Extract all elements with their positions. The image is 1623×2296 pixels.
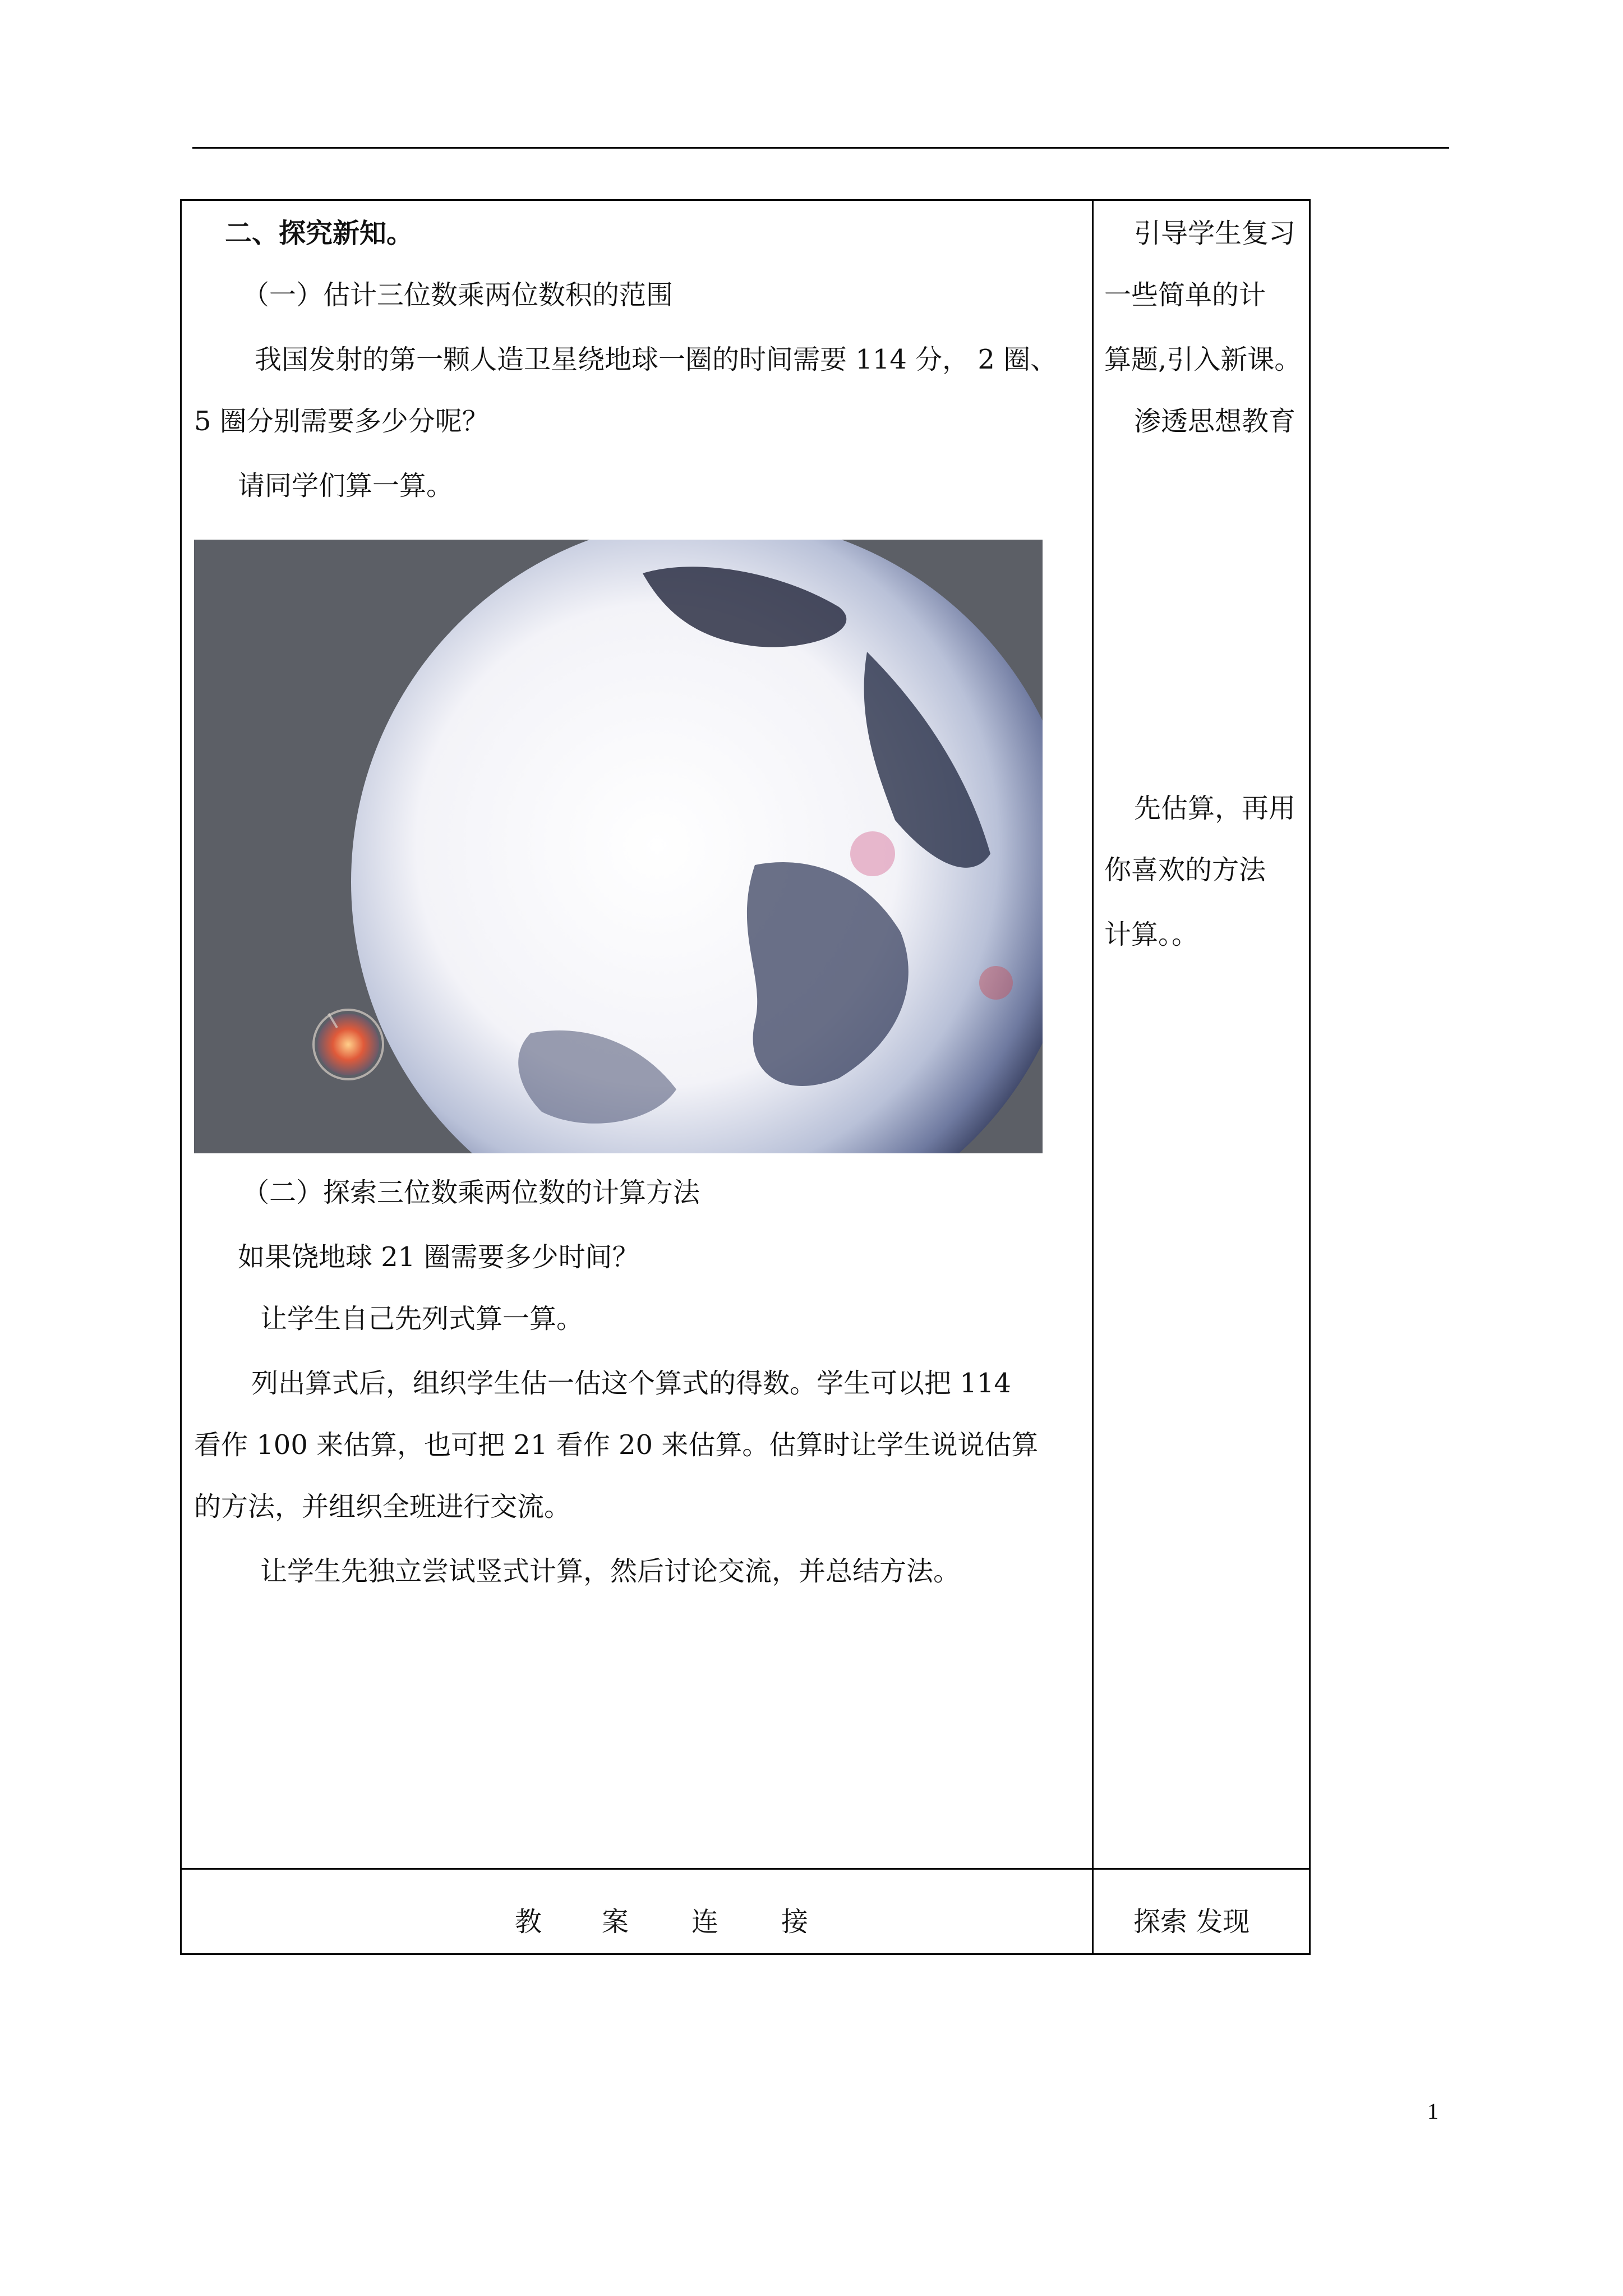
earth-satellite-image xyxy=(194,540,1043,1153)
paragraph-4: 让学生自己先列式算一算。 xyxy=(260,1303,584,1335)
paragraph-5-line-3: 的方法，并组织全班进行交流。 xyxy=(194,1491,571,1522)
header-rule xyxy=(192,147,1449,149)
footer-right-label: 探索 发现 xyxy=(1133,1906,1250,1938)
paragraph-2: 请同学们算一算。 xyxy=(238,470,454,501)
paragraph-3: 如果饶地球 21 圈需要多少时间？ xyxy=(238,1241,639,1273)
side-note-1-line-4: 渗透思想教育 xyxy=(1134,406,1296,437)
paragraph-6: 让学生先独立尝试竖式计算，然后讨论交流，并总结方法。 xyxy=(260,1556,961,1587)
side-note-2-line-2: 你喜欢的方法 xyxy=(1104,854,1266,886)
paragraph-5-line-1: 列出算式后，组织学生估一估这个算式的得数。学生可以把 114 xyxy=(251,1368,1011,1399)
side-note-1-line-1: 引导学生复习 xyxy=(1134,218,1296,249)
footer-char-4: 接 xyxy=(781,1906,809,1938)
side-note-1-line-2: 一些简单的计 xyxy=(1104,279,1266,311)
side-note-1-line-3: 算题,引入新课。 xyxy=(1104,344,1302,375)
side-note-2-line-3: 计算。。 xyxy=(1104,919,1199,950)
footer-char-2: 案 xyxy=(602,1906,629,1938)
column-divider xyxy=(1092,201,1094,1953)
subheading-2: （二）探索三位数乘两位数的计算方法 xyxy=(242,1177,700,1208)
paragraph-5-line-2: 看作 100 来估算，也可把 21 看作 20 来估算。估算时让学生说说估算 xyxy=(194,1429,1039,1461)
paragraph-1-line-2: 5 圈分别需要多少分呢？ xyxy=(194,406,489,437)
page-number: 1 xyxy=(1427,2099,1438,2124)
footer-char-1: 教 xyxy=(515,1906,542,1938)
subheading-1: （一）估计三位数乘两位数积的范围 xyxy=(242,279,674,311)
footer-char-3: 连 xyxy=(691,1906,719,1938)
lesson-table xyxy=(180,199,1311,1955)
paragraph-1-line-1: 我国发射的第一颗人造卫星绕地球一圈的时间需要 114 分， 2 圈、 xyxy=(255,344,1058,375)
row-divider xyxy=(182,1868,1309,1870)
section-heading: 二、探究新知。 xyxy=(225,218,414,249)
side-note-2-line-1: 先估算，再用 xyxy=(1134,793,1296,824)
